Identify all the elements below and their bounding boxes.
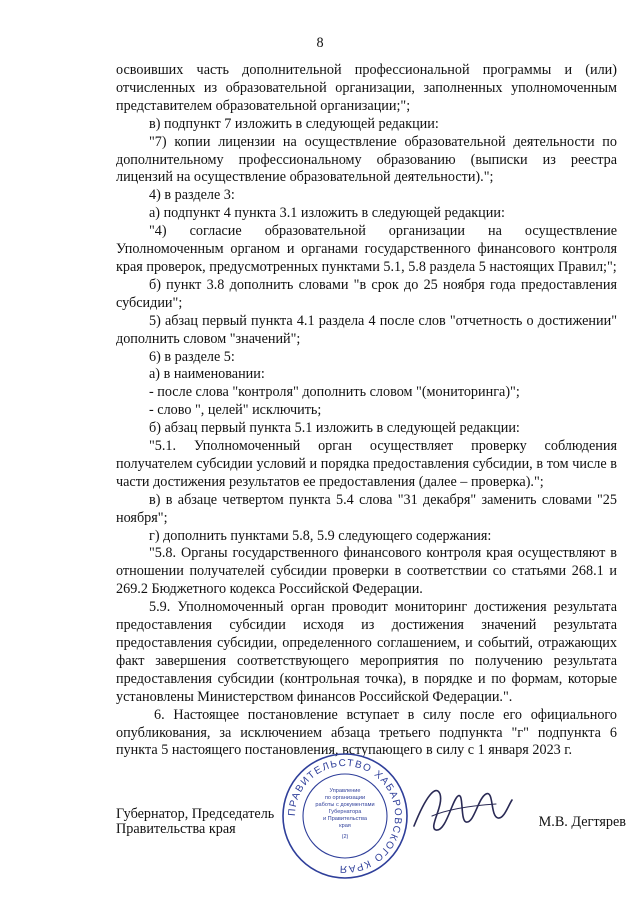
paragraph: 5.9. Уполномоченный орган проводит мониторинг достижения результата предоставления субсидии исходя из достижения значений результата предоставления субсидии, определенного соглашением, и событий, отражающих факт завершения соответствующего мероприятия по получению результата предоставления субсидии (контрольная точка), в порядке и по формам, которые установлены Министерством финансов Российской Федерации.". xyxy=(116,599,617,705)
svg-text:Управление: Управление xyxy=(329,788,361,794)
paragraph: "5.1. Уполномоченный орган осуществляет проверку соблюдения получателем субсидии условий и порядка предоставления субсидии, в том числе в части достижения результатов ее предоставления (далее – проверка)."; xyxy=(116,438,617,490)
paragraph: - после слова "контроля" дополнить словом "(мониторинга)"; xyxy=(149,384,520,401)
paragraph: а) в наименовании: xyxy=(149,366,265,383)
paragraph: - слово ", целей" исключить; xyxy=(149,402,322,419)
signatory-position-line: Губернатор, Председатель xyxy=(116,806,275,822)
official-stamp xyxy=(279,750,411,882)
paragraph: б) абзац первый пункта 5.1 изложить в следующей редакции: xyxy=(149,420,520,437)
paragraph: "4) согласие образовательной организации на осуществление Уполномоченным органом и органами государственного финансового контроля края проверок, предусмотренных пунктами 5.1, 5.8 раздела 5 настоящих Правил;"; xyxy=(116,223,617,275)
paragraph: а) подпункт 4 пункта 3.1 изложить в следующей редакции: xyxy=(149,205,505,222)
paragraph: 6) в разделе 5: xyxy=(149,348,235,365)
document-body xyxy=(116,62,617,760)
svg-text:(2): (2) xyxy=(341,834,349,840)
svg-text:Губернатора: Губернатора xyxy=(328,809,362,815)
svg-text:края: края xyxy=(339,823,351,829)
paragraph: освоивших часть дополнительной профессиональной программы и (или) отчисленных из образовательной организации, заполненных уполномоченным представителем образовательной организации;"; xyxy=(116,62,617,114)
signatory-position-line: Правительства края xyxy=(116,821,236,837)
paragraph: б) пункт 3.8 дополнить словами "в срок до 25 ноября года предоставления субсидии"; xyxy=(116,276,617,311)
signature-block xyxy=(116,757,626,890)
page-number: 8 xyxy=(316,35,324,51)
handwritten-signature xyxy=(406,776,516,846)
svg-text:и Правительства: и Правительства xyxy=(323,816,367,822)
paragraph: 5) абзац первый пункта 4.1 раздела 4 после слов "отчетность о достижении" дополнить словом "значений"; xyxy=(116,312,617,347)
svg-text:ПРАВИТЕЛЬСТВО ХАБАРОВСКОГО КРА: ПРАВИТЕЛЬСТВО ХАБАРОВСКОГО КРАЯ xyxy=(286,757,404,875)
paragraph: 4) в разделе 3: xyxy=(149,187,235,204)
paragraph: "5.8. Органы государственного финансового контроля края осуществляют в отношении получателей субсидии проверки в соответствии со статьями 268.1 и 269.2 Бюджетного кодекса Российской Федерации. xyxy=(116,545,617,598)
paragraph: 6. Настоящее постановление вступает в силу после его официального опубликования, за исключением абзаца третьего подпункта "г" подпункта 6 пункта 5 настоящего постановления, вступающего в силу с 1 января 2023 г. xyxy=(116,706,617,759)
signatory-name: М.В. Дегтярев xyxy=(538,814,626,830)
paragraph: в) подпункт 7 изложить в следующей редакции: xyxy=(149,115,439,132)
paragraph: в) в абзаце четвертом пункта 5.4 слова "31 декабря" заменить словами "25 ноября"; xyxy=(116,491,617,526)
svg-text:работы с документами: работы с документами xyxy=(315,802,375,808)
signatory-position xyxy=(116,807,274,837)
svg-text:по организации: по организации xyxy=(324,795,366,801)
paragraph: г) дополнить пунктами 5.8, 5.9 следующего содержания: xyxy=(149,527,492,544)
paragraph: "7) копии лицензии на осуществление образовательной деятельности по дополнительному профессиональному образованию (выписки из реестра лицензий на осуществление образовательной деятельности)."; xyxy=(116,133,617,186)
